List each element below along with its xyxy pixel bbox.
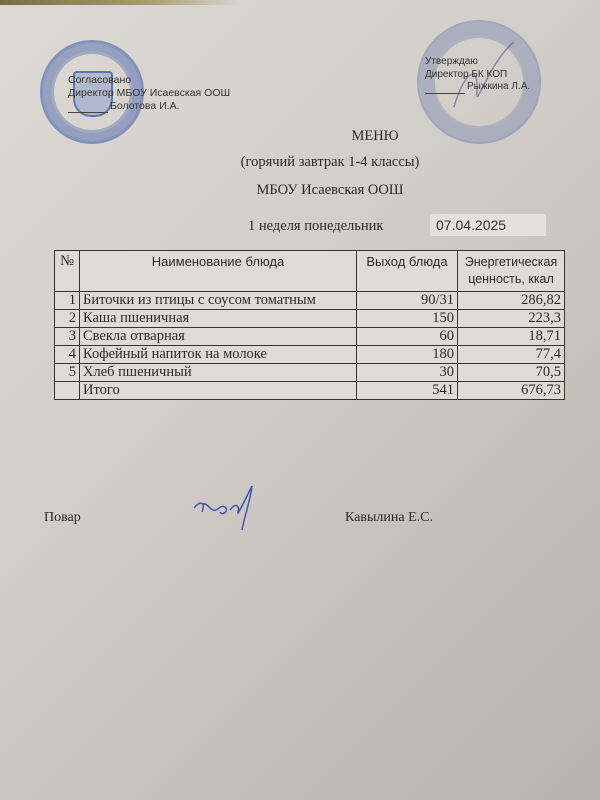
column-header-number: № — [55, 251, 80, 292]
total-kcal: 676,73 — [458, 382, 565, 400]
cook-name: Кавылина Е.С. — [345, 510, 433, 525]
menu-table — [54, 250, 565, 400]
cook-signature-icon — [190, 482, 270, 532]
dish-yield: 60 — [357, 328, 458, 346]
row-number: 3 — [55, 328, 80, 346]
table-row — [55, 310, 565, 328]
approval-left-name: Болотова И.А. — [110, 100, 180, 112]
approval-block-left — [68, 74, 230, 113]
table-row — [55, 328, 565, 346]
column-header-dish: Наименование блюда — [80, 251, 357, 292]
school-name: МБОУ Исаевская ООШ — [256, 182, 404, 198]
dish-kcal: 286,82 — [458, 292, 565, 310]
cook-role: Повар — [44, 510, 81, 525]
document-subtitle: (горячий завтрак 1-4 классы) — [240, 154, 420, 170]
menu-date: 07.04.2025 — [430, 214, 546, 236]
total-number-cell — [55, 382, 80, 400]
column-header-energy: Энергетическая ценность, ккал — [458, 251, 565, 292]
signature-line — [68, 112, 108, 113]
row-number: 1 — [55, 292, 80, 310]
dish-yield: 30 — [357, 364, 458, 382]
dish-name: Кофейный напиток на молоке — [80, 346, 357, 364]
table-row — [55, 364, 565, 382]
approval-block-right — [425, 56, 530, 94]
dish-kcal: 18,71 — [458, 328, 565, 346]
dish-name: Каша пшеничная — [80, 310, 357, 328]
approval-left-line2: Директор МБОУ Исаевская ООШ — [68, 87, 231, 99]
dish-kcal: 223,3 — [458, 310, 565, 328]
row-number: 5 — [55, 364, 80, 382]
table-header-row — [55, 251, 565, 292]
approval-right-line3 — [425, 81, 530, 94]
dish-yield: 150 — [357, 310, 458, 328]
dish-name: Хлеб пшеничный — [80, 364, 357, 382]
approval-left-line3 — [68, 100, 230, 113]
table-total-row — [55, 382, 565, 400]
dish-yield: 90/31 — [357, 292, 458, 310]
approval-right-line1: Утверждаю — [425, 56, 478, 67]
total-yield: 541 — [357, 382, 458, 400]
approval-left-line1: Согласовано — [68, 74, 132, 86]
column-header-yield: Выход блюда — [357, 251, 458, 292]
dish-kcal: 70,5 — [458, 364, 565, 382]
document-title: МЕНЮ — [351, 128, 399, 144]
dish-yield: 180 — [357, 346, 458, 364]
dish-kcal: 77,4 — [458, 346, 565, 364]
signature-line — [425, 93, 465, 94]
table-row — [55, 346, 565, 364]
row-number: 2 — [55, 310, 80, 328]
dish-name: Свекла отварная — [80, 328, 357, 346]
week-day: 1 неделя понедельник — [248, 218, 384, 234]
table-row — [55, 292, 565, 310]
dish-name: Биточки из птицы с соусом томатным — [80, 292, 357, 310]
background-strip — [0, 0, 240, 5]
approval-right-line2: Директор БК КОП — [425, 68, 508, 80]
row-number: 4 — [55, 346, 80, 364]
total-label: Итого — [80, 382, 357, 400]
approval-right-name: Рыжкина Л.А. — [467, 81, 531, 92]
